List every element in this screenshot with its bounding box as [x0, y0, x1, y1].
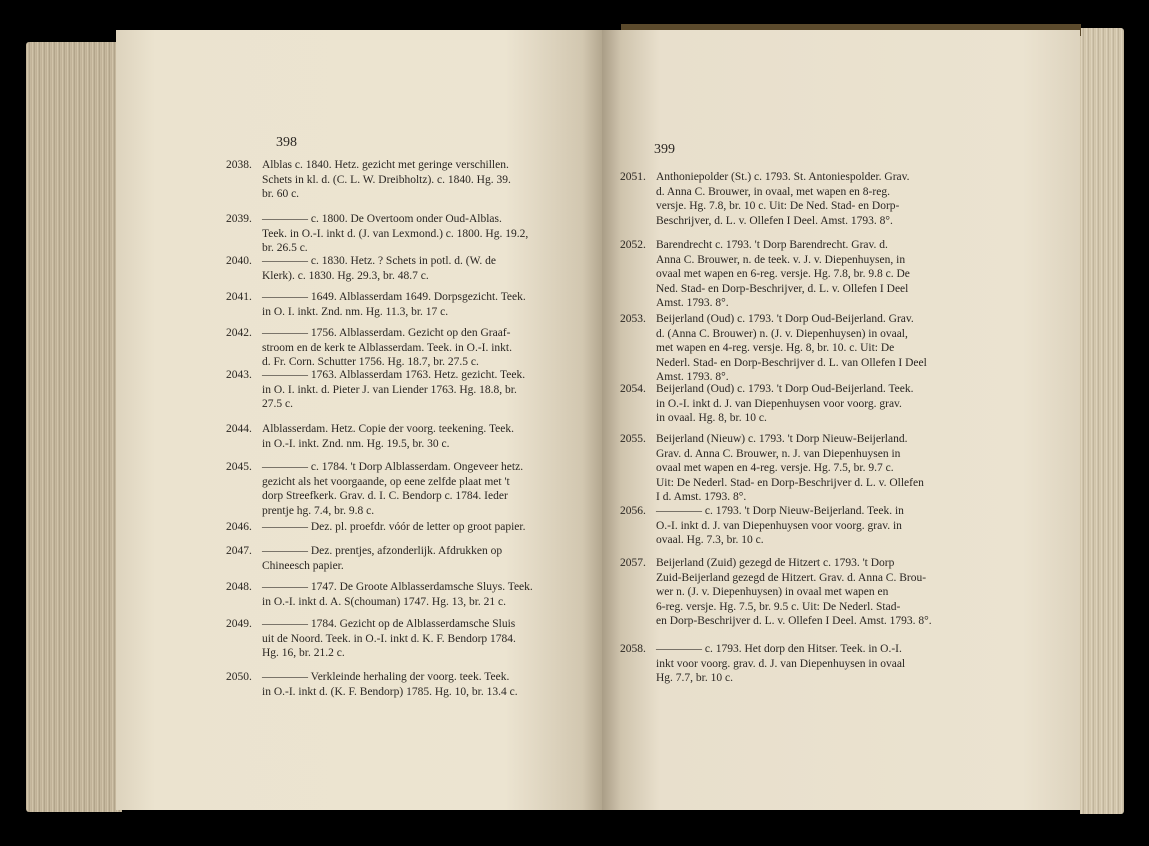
entry-line: versje. Hg. 7.8, br. 10 c. Uit: De Ned. Stad- en Dorp-: [656, 200, 900, 213]
entry-text: [656, 382, 914, 426]
entry-text: [262, 580, 533, 609]
entry-line: stroom en de kerk te Alblasserdam. Teek. in O.-I. inkt.: [262, 341, 513, 354]
entry-line: Nederl. Stad- en Dorp-Beschrijver d. L. van Ollefen I Deel: [656, 356, 927, 369]
entry-line: ———— Verkleinde herhaling der voorg. teek. Teek.: [262, 671, 510, 683]
entry-line: ———— 1756. Alblasserdam. Gezicht op den Graaf-: [262, 327, 511, 339]
entry-line: O.-I. inkt d. J. van Diepenhuysen voor voorg. grav. in: [656, 519, 902, 532]
entry-number: 2054.: [620, 383, 646, 395]
entry-number: 2045.: [226, 461, 252, 473]
entry-line: prentje hg. 7.4, br. 9.8 c.: [262, 504, 375, 517]
entry-line: d. (Anna C. Brouwer) n. (J. v. Diepenhuysen) in ovaal,: [656, 327, 908, 340]
entry-line: ———— Dez. pl. proefdr. vóór de letter op groot papier.: [262, 521, 526, 533]
entry-line: Beijerland (Oud) c. 1793. 't Dorp Oud-Beijerland. Teek.: [656, 383, 914, 395]
entry-text: [656, 238, 910, 311]
entry-text: [262, 544, 502, 573]
entry-line: en Dorp-Beschrijver d. L. v. Ollefen I Deel. Amst. 1793. 8°.: [656, 615, 932, 628]
entry-line: Anna C. Brouwer, n. de teek. v. J. v. Diepenhuysen, in: [656, 253, 906, 266]
entry-line: Beijerland (Oud) c. 1793. 't Dorp Oud-Beijerland. Grav.: [656, 313, 914, 325]
entry-text: [656, 170, 910, 228]
entry-number: 2047.: [226, 545, 252, 557]
entry-line: inkt voor voorg. grav. d. J. van Diepenhuysen in ovaal: [656, 657, 906, 670]
entry-number: 2055.: [620, 433, 646, 445]
entry-line: in O. I. inkt. Znd. nm. Hg. 11.3, br. 17 c.: [262, 305, 449, 318]
left-page: [116, 30, 602, 810]
entry-line: 6-reg. versje. Hg. 7.5, br. 9.5 c. Uit: De Nederl. Stad-: [656, 600, 901, 613]
entry-text: [262, 290, 526, 319]
entry-line: d. Fr. Corn. Schutter 1756. Hg. 18.7, br. 27.5 c.: [262, 356, 479, 369]
open-book: [26, 24, 1124, 824]
entry-text: [262, 617, 516, 661]
entry-line: ———— c. 1793. 't Dorp Nieuw-Beijerland. Teek. in: [656, 505, 904, 517]
entry-line: in O.-I. inkt d. J. van Diepenhuysen voor voorg. grav.: [656, 397, 902, 410]
page-number: 398: [276, 135, 297, 150]
entry-text: [656, 432, 924, 505]
entry-text: [656, 556, 932, 629]
entry-line: 27.5 c.: [262, 398, 293, 411]
entry-line: wer n. (J. v. Diepenhuysen) in ovaal met wapen en: [656, 586, 889, 599]
entry-number: 2046.: [226, 521, 252, 533]
entry-line: Anthoniepolder (St.) c. 1793. St. Antoniespolder. Grav.: [656, 171, 910, 183]
entry-line: in O.-I. inkt d. A. S(chouman) 1747. Hg. 13, br. 21 c.: [262, 595, 507, 608]
entry-line: uit de Noord. Teek. in O.-I. inkt d. K. F. Bendorp 1784.: [262, 632, 516, 645]
entry-text: [262, 422, 514, 451]
entry-number: 2056.: [620, 505, 646, 517]
entry-line: Grav. d. Anna C. Brouwer, n. J. van Diepenhuysen in: [656, 447, 901, 460]
entry-number: 2057.: [620, 557, 646, 569]
entry-line: ovaal met wapen en 4-reg. versje. Hg. 7.5, br. 9.7 c.: [656, 462, 894, 475]
entry-line: br. 26.5 c.: [262, 242, 308, 255]
entry-line: Uit: De Nederl. Stad- en Dorp-Beschrijver d. L. v. Ollefen: [656, 476, 924, 489]
entry-line: Schets in kl. d. (C. L. W. Dreibholtz). c. 1840. Hg. 39.: [262, 173, 511, 186]
entry-number: 2042.: [226, 327, 252, 339]
entry-line: d. Anna C. Brouwer, in ovaal, met wapen en 8-reg.: [656, 185, 890, 198]
entry-number: 2041.: [226, 291, 252, 303]
entry-text: [656, 312, 927, 385]
entry-number: 2058.: [620, 643, 646, 655]
entry-number: 2049.: [226, 618, 252, 630]
entry-number: 2040.: [226, 255, 252, 267]
entry-line: br. 60 c.: [262, 188, 300, 201]
page-edges-right: [1080, 28, 1124, 814]
right-page: [602, 30, 1080, 810]
entry-number: 2051.: [620, 171, 646, 183]
entry-text: [262, 326, 512, 370]
entry-number: 2050.: [226, 671, 252, 683]
entry-line: ———— c. 1784. 't Dorp Alblasserdam. Ongeveer hetz.: [262, 461, 524, 473]
entry-line: ovaal. Hg. 7.3, br. 10 c.: [656, 534, 764, 547]
entry-line: ———— 1763. Alblasserdam 1763. Hetz. gezicht. Teek.: [262, 369, 526, 381]
entry-text: [656, 642, 905, 686]
entry-line: Hg. 16, br. 21.2 c.: [262, 647, 345, 660]
entry-text: [262, 212, 528, 256]
entry-number: 2052.: [620, 239, 646, 251]
entry-line: gezicht als het voorgaande, op eene zelfde plaat met 't: [262, 475, 510, 488]
entry-line: ———— 1747. De Groote Alblasserdamsche Sluys. Teek.: [262, 581, 533, 593]
entry-line: in ovaal. Hg. 8, br. 10 c.: [656, 412, 767, 425]
entry-line: ———— c. 1830. Hetz. ? Schets in potl. d. (W. de: [262, 255, 497, 267]
entry-line: Amst. 1793. 8°.: [656, 297, 729, 310]
entry-text: [656, 504, 904, 548]
entry-line: Hg. 7.7, br. 10 c.: [656, 672, 733, 685]
entry-text: [262, 368, 525, 412]
entry-number: 2043.: [226, 369, 252, 381]
entry-text: [262, 254, 496, 283]
page-number: 399: [654, 142, 675, 157]
entry-number: 2038.: [226, 159, 252, 171]
entry-line: Chineesch papier.: [262, 559, 344, 572]
entry-line: Teek. in O.-I. inkt d. (J. van Lexmond.) c. 1800. Hg. 19.2,: [262, 227, 529, 240]
page-edges-left: [26, 42, 122, 812]
entry-text: [262, 520, 525, 535]
entry-line: Amst. 1793. 8°.: [656, 371, 729, 384]
entry-text: [262, 670, 518, 699]
entry-line: Alblasserdam. Hetz. Copie der voorg. teekening. Teek.: [262, 423, 515, 435]
entry-line: in O.-I. inkt d. (K. F. Bendorp) 1785. Hg. 10, br. 13.4 c.: [262, 685, 518, 698]
entry-number: 2039.: [226, 213, 252, 225]
entry-line: dorp Streefkerk. Grav. d. I. C. Bendorp c. 1784. Ieder: [262, 490, 508, 503]
entry-line: ———— c. 1800. De Overtoom onder Oud-Alblas.: [262, 213, 502, 225]
entry-text: [262, 158, 511, 202]
entry-line: met wapen en 4-reg. versje. Hg. 8, br. 10. c. Uit: De: [656, 342, 895, 355]
entry-number: 2048.: [226, 581, 252, 593]
entry-line: I d. Amst. 1793. 8°.: [656, 491, 747, 504]
entry-line: ———— 1784. Gezicht op de Alblasserdamsche Sluis: [262, 618, 516, 630]
entry-line: Ned. Stad- en Dorp-Beschrijver, d. L. v. Ollefen I Deel: [656, 282, 909, 295]
entry-line: Beijerland (Nieuw) c. 1793. 't Dorp Nieuw-Beijerland.: [656, 433, 908, 445]
entry-number: 2044.: [226, 423, 252, 435]
entry-line: ———— Dez. prentjes, afzonderlijk. Afdrukken op: [262, 545, 503, 557]
entry-line: Zuid-Beijerland gezegd de Hitzert. Grav. d. Anna C. Brou-: [656, 571, 927, 584]
entry-line: Beschrijver, d. L. v. Ollefen I Deel. Amst. 1793. 8°.: [656, 214, 893, 227]
entry-text: [262, 460, 523, 518]
entry-number: 2053.: [620, 313, 646, 325]
entry-line: in O.-I. inkt. Znd. nm. Hg. 19.5, br. 30 c.: [262, 437, 450, 450]
entry-line: ———— 1649. Alblasserdam 1649. Dorpsgezicht. Teek.: [262, 291, 526, 303]
entry-line: ovaal met wapen en 6-reg. versje. Hg. 7.8, br. 9.8 c. De: [656, 268, 910, 281]
entry-line: in O. I. inkt. d. Pieter J. van Liender 1763. Hg. 18.8, br.: [262, 383, 517, 396]
entry-line: Klerk). c. 1830. Hg. 29.3, br. 48.7 c.: [262, 269, 429, 282]
entry-line: Beijerland (Zuid) gezegd de Hitzert c. 1793. 't Dorp: [656, 557, 895, 569]
entry-line: Alblas c. 1840. Hetz. gezicht met geringe verschillen.: [262, 159, 509, 171]
entry-line: Barendrecht c. 1793. 't Dorp Barendrecht. Grav. d.: [656, 239, 888, 251]
entry-line: ———— c. 1793. Het dorp den Hitser. Teek. in O.-I.: [656, 643, 902, 655]
